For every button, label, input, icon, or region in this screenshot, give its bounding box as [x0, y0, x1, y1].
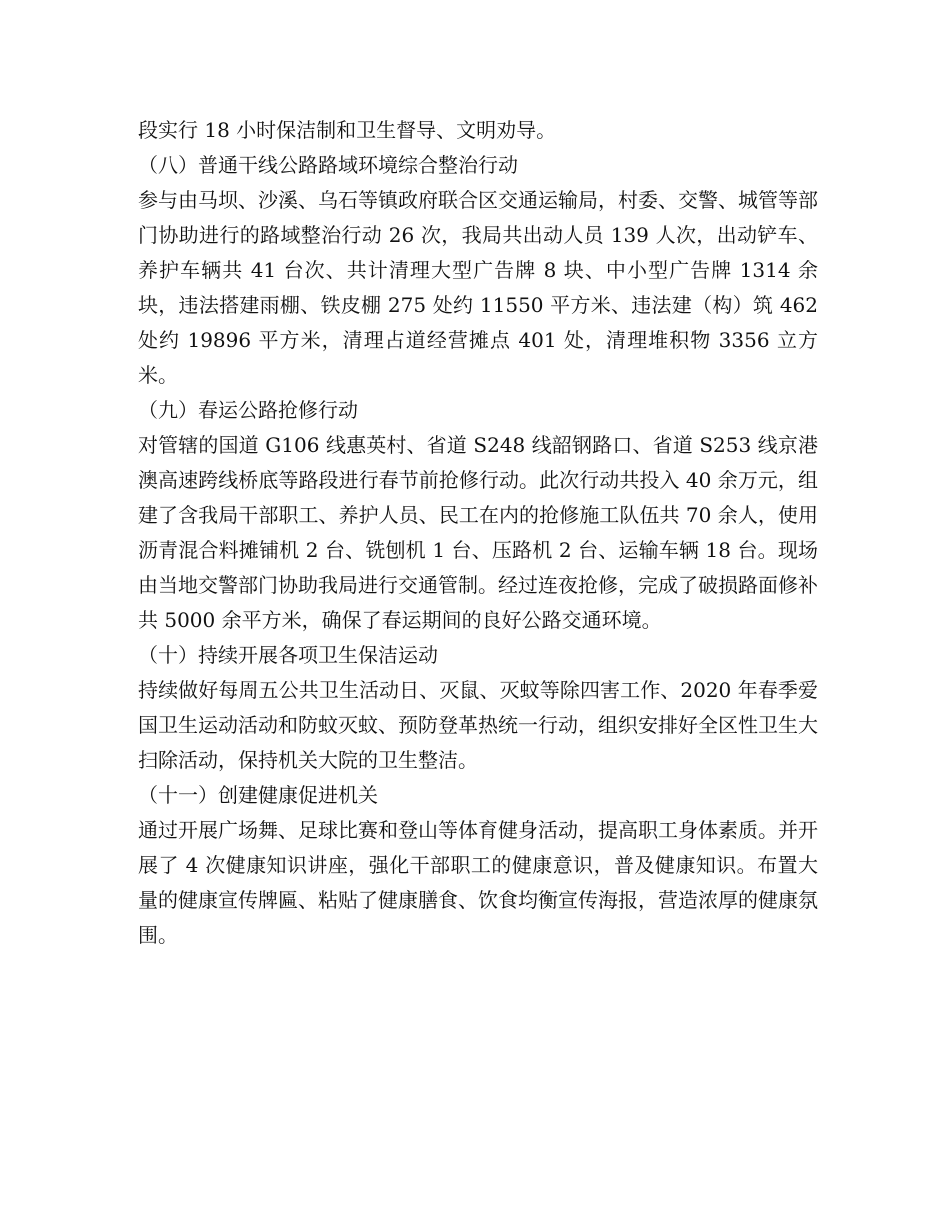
section-heading-9: （九）春运公路抢修行动 [138, 398, 358, 422]
section-heading-8: （八）普通干线公路路域环境综合整治行动 [138, 153, 518, 177]
document-body [138, 113, 818, 953]
paragraph-continuation: 段实行 18 小时保洁制和卫生督导、文明劝导。 [138, 118, 557, 142]
section-heading-10: （十）持续开展各项卫生保洁运动 [138, 643, 438, 667]
paragraph-section-8: 参与由马坝、沙溪、乌石等镇政府联合区交通运输局，村委、交警、城管等部门协助进行的路域整治行动 26 次，我局共出动人员 139 人次，出动铲车、养护车辆共 41 台次、共计清理大型广告牌 8 块、中小型广告牌 1314 余块，违法搭建雨棚、铁皮棚 275 处约 11550 平方米、违法建（构）筑 462 处约 19896 平方米，清理占道经营摊点 401 处，清理堆积物 3356 立方米。 [138, 188, 818, 387]
section-heading-11: （十一）创建健康促进机关 [138, 783, 378, 807]
paragraph-section-11: 通过开展广场舞、足球比赛和登山等体育健身活动，提高职工身体素质。并开展了 4 次健康知识讲座，强化干部职工的健康意识，普及健康知识。布置大量的健康宣传牌匾、粘贴了健康膳食、饮食均衡宣传海报，营造浓厚的健康氛围。 [138, 818, 818, 947]
paragraph-section-10: 持续做好每周五公共卫生活动日、灭鼠、灭蚊等除四害工作、2020 年春季爱国卫生运动活动和防蚊灭蚊、预防登革热统一行动，组织安排好全区性卫生大扫除活动，保持机关大院的卫生整洁。 [138, 678, 818, 772]
paragraph-section-9: 对管辖的国道 G106 线惠英村、省道 S248 线韶钢路口、省道 S253 线京港澳高速跨线桥底等路段进行春节前抢修行动。此次行动共投入 40 余万元，组建了含我局干部职工、养护人员、民工在内的抢修施工队伍共 70 余人，使用沥青混合料摊铺机 2 台、铣刨机 1 台、压路机 2 台、运输车辆 18 台。现场由当地交警部门协助我局进行交通管制。经过连夜抢修，完成了破损路面修补共 5000 余平方米，确保了春运期间的良好公路交通环境。 [138, 433, 818, 632]
